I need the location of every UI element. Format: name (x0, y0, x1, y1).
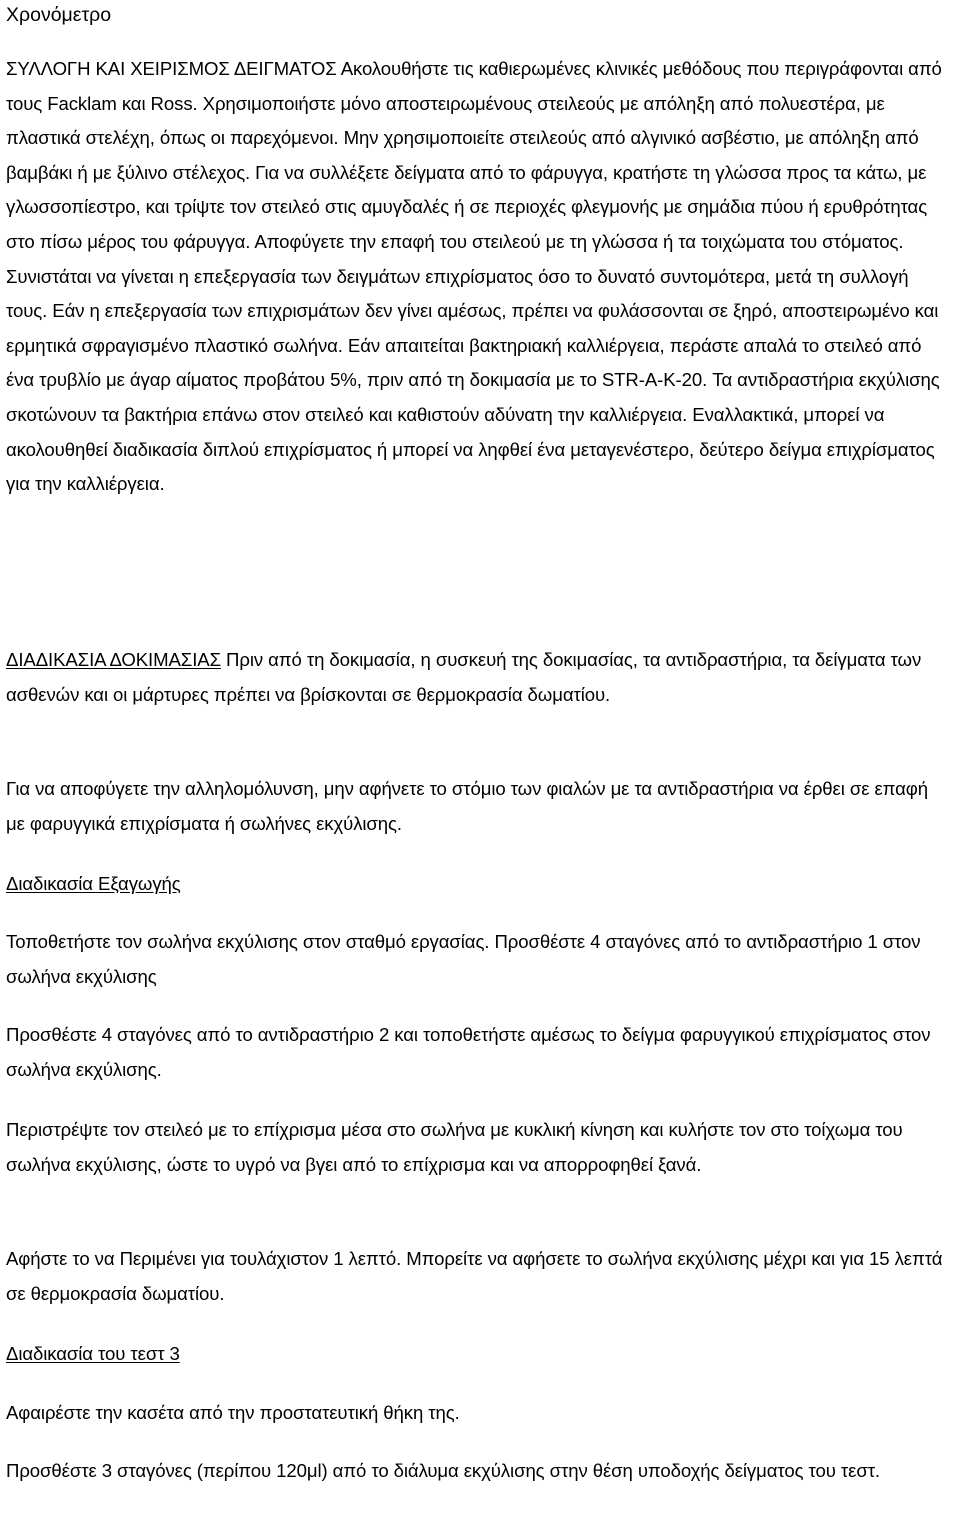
extraction-step-1: Τοποθετήστε τον σωλήνα εκχύλισης στον σταθμό εργασίας. Προσθέστε 4 σταγόνες από το αντιδραστήριο 1 στον σωλήνα εκχύλισης (6, 931, 921, 987)
extraction-step-3: Περιστρέψτε τον στειλεό με το επίχρισμα μέσα στο σωλήνα με κυκλική κίνηση και κυλήστε τον στο τοίχωμα του σωλήνα εκχύλισης, ώστε το υγρό να βγει από το επίχρισμα και να απορροφηθεί ξανά. (6, 1119, 903, 1175)
test-procedure-text: Πριν από τη δοκιμασία, η συσκευή της δοκιμασίας, τα αντιδραστήρια, τα δείγματα των ασθενών και οι μάρτυρες πρέπει να βρίσκονται σε θερμοκρασία δωματίου. (6, 649, 922, 705)
document-title: Χρονόμετρο (6, 4, 112, 26)
extraction-step-2: Προσθέστε 4 σταγόνες από το αντιδραστήριο 2 και τοποθετήστε αμέσως το δείγμα φαρυγγικού επιχρίσματος στον σωλήνα εκχύλισης. (6, 1024, 931, 1080)
test-procedure-heading: ΔΙΑΔΙΚΑΣΙΑ ΔΟΚΙΜΑΣΙΑΣ (6, 649, 221, 670)
sample-handling-paragraph (6, 52, 944, 502)
test-procedure-paragraph (6, 643, 944, 712)
extraction-step-4: Αφήστε το να Περιμένει για τουλάχιστον 1 λεπτό. Μπορείτε να αφήσετε το σωλήνα εκχύλισης μέχρι και για 15 λεπτά σε θερμοκρασία δωματίου. (6, 1248, 943, 1304)
test3-step-2: Προσθέστε 3 σταγόνες (περίπου 120μl) από το διάλυμα εκχύλισης στην θέση υποδοχής δείγματος του τεστ. (6, 1460, 881, 1481)
sample-handling-text: Ακολουθήστε τις καθιερωμένες κλινικές μεθόδους που περιγράφονται από τους Facklam και Ross. Χρησιμοποιήστε μόνο αποστειρωμένους στειλεούς με απόληξη από πολυεστέρα, με πλαστικά στελέχη, όπως οι παρεχόμενοι. Μην χρησιμοποιείτε στειλεούς από αλγινικό ασβέστιο, με απόληξη από βαμβάκι ή με ξύλινο στέλεχος. Για να συλλέξετε δείγματα από το φάρυγγα, κρατήστε τη γλώσσα προς τα κάτω, με γλωσσοπίεστρο, και τρίψτε τον στειλεό στις αμυγδαλές ή σε περιοχές φλεγμονής με σημάδια πύου ή ερυθρότητας στο πίσω μέρος του φάρυγγα. Αποφύγετε την επαφή του στειλεού με τη γλώσσα ή τα τοιχώματα του στόματος. Συνιστάται να γίνεται η επεξεργασία των δειγμάτων επιχρίσματος όσο το δυνατό συντομότερα, μετά τη συλλογή τους. Εάν η επεξεργασία των επιχρισμάτων δεν γίνει αμέσως, πρέπει να φυλάσσονται σε ξηρό, αποστειρωμένο και ερμητικά σφραγισμένο πλαστικό σωλήνα. Εάν απαιτείται βακτηριακή καλλιέργεια, περάστε απαλά το στειλεό από ένα τρυβλίο με άγαρ αίματος προβάτου 5%, πριν από τη δοκιμασία με το STR-A-K-20. Τα αντιδραστήρια εκχύλισης σκοτώνουν τα βακτήρια επάνω στον στειλεό και καθιστούν αδύνατη την καλλιέργεια. Εναλλακτικά, μπορεί να ακολουθηθεί διαδικασία διπλού επιχρίσματος ή μπορεί να ληφθεί ένα μεταγενέστερο, δεύτερο δείγμα επιχρίσματος για την καλλιέργεια. (6, 58, 942, 495)
test3-step-1: Αφαιρέστε την κασέτα από την προστατευτική θήκη της. (6, 1402, 460, 1423)
sample-handling-heading: ΣΥΛΛΟΓΗ ΚΑΙ ΧΕΙΡΙΣΜΟΣ ΔΕΙΓΜΑΤΟΣ (6, 58, 337, 79)
contamination-paragraph: Για να αποφύγετε την αλληλομόλυνση, μην αφήνετε το στόμιο των φιαλών με τα αντιδραστήρια να έρθει σε επαφή με φαρυγγικά επιχρίσματα ή σωλήνες εκχύλισης. (6, 778, 928, 834)
test3-heading: Διαδικασία του τεστ 3 (6, 1343, 180, 1364)
extraction-heading: Διαδικασία Εξαγωγής (6, 873, 181, 894)
